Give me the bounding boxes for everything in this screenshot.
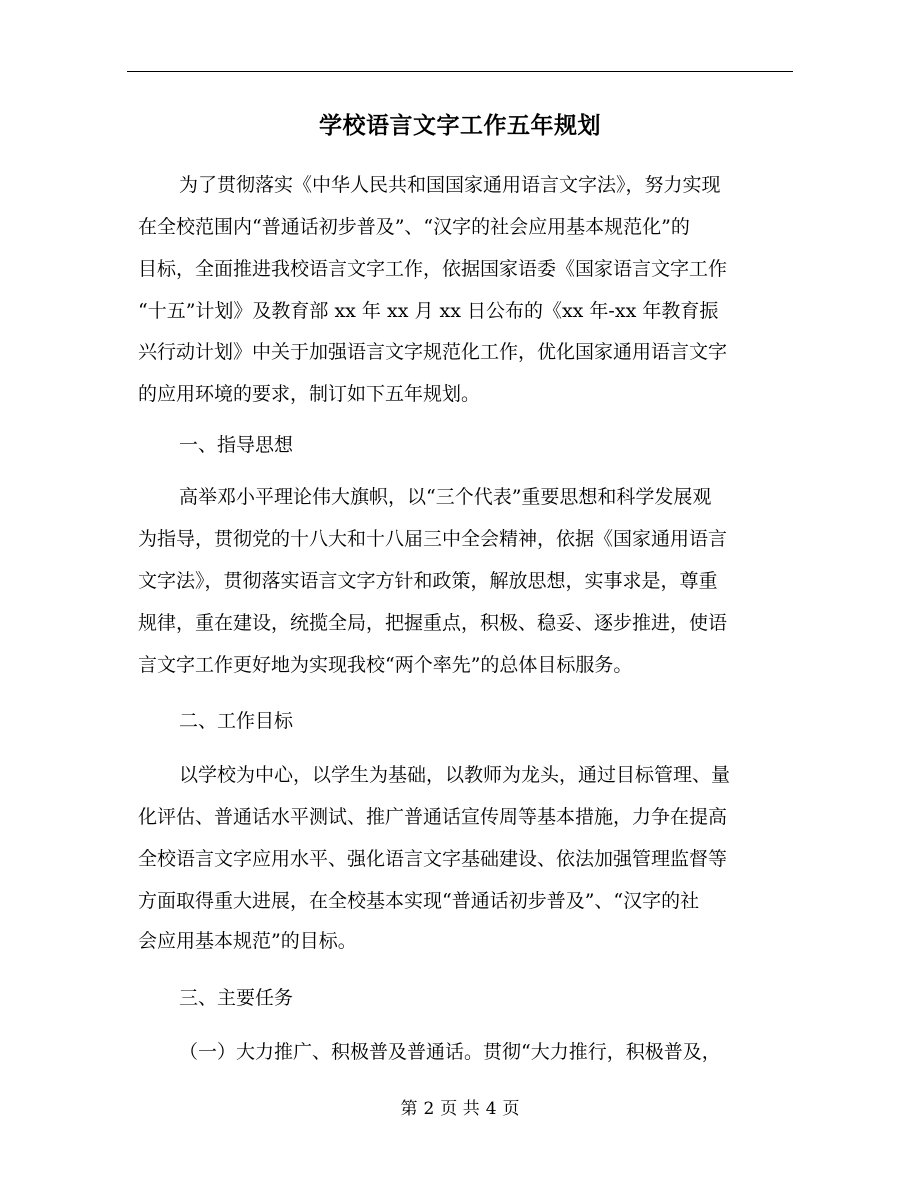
- current-page-number: 2: [423, 1099, 435, 1119]
- total-pages-number: 4: [485, 1099, 497, 1119]
- section1-line: 文字法》，贯彻落实语言文字方针和政策，解放思想，实事求是，尊重: [138, 570, 718, 592]
- intro-line: 目标，全面推进我校语言文字工作，依据国家语委《国家语言文字工作: [138, 258, 728, 280]
- page-counter-suffix: 页: [502, 1099, 520, 1119]
- intro-line: “十五”计划》及教育部 xx 年 xx 月 xx 日公布的《xx 年-xx 年教育振: [138, 300, 719, 322]
- section2-line: 全校语言文字应用水平、强化语言文字基础建设、依法加强管理监督等: [138, 848, 728, 870]
- section-heading-work-goals: 二、工作目标: [179, 710, 294, 732]
- intro-line: 为了贯彻落实《中华人民共和国国家通用语言文字法》，努力实现: [179, 174, 721, 196]
- section2-line: 方面取得重大进展，在全校基本实现“普通话初步普及”、“汉字的社: [138, 890, 700, 912]
- section1-line: 规律，重在建设，统揽全局，把握重点，积极、稳妥、逐步推进，使语: [138, 612, 728, 634]
- intro-line: 的应用环境的要求，制订如下五年规划。: [138, 383, 481, 405]
- page-counter: [0, 1095, 920, 1123]
- section1-line: 为指导，贯彻党的十八大和十八届三中全会精神，依据《国家通用语言: [138, 528, 728, 550]
- page-counter-prefix: 第: [400, 1099, 418, 1119]
- section1-line: 高举邓小平理论伟大旗帜，以“三个代表”重要思想和科学发展观: [179, 486, 712, 508]
- section3-line: （一）大力推广、积极普及普通话。贯彻“大力推行，积极普及，: [179, 1041, 721, 1063]
- section-heading-guiding-thought: 一、指导思想: [179, 434, 294, 456]
- header-rule: [127, 71, 793, 72]
- section2-line: 化评估、普通话水平测试、推广普通话宣传周等基本措施，力争在提高: [138, 806, 728, 828]
- intro-line: 兴行动计划》中关于加强语言文字规范化工作，优化国家通用语言文字: [138, 341, 728, 363]
- section1-line: 言文字工作更好地为实现我校“两个率先”的总体目标服务。: [138, 654, 633, 676]
- document-title: 学校语言文字工作五年规划: [319, 112, 601, 139]
- section2-line: 会应用基本规范”的目标。: [138, 930, 357, 952]
- page-counter-middle: 页 共: [440, 1099, 480, 1119]
- intro-line: 在全校范围内“普通话初步普及”、“汉字的社会应用基本规范化”的: [138, 216, 690, 238]
- section2-line: 以学校为中心，以学生为基础，以教师为龙头，通过目标管理、量: [179, 764, 731, 786]
- section-heading-main-tasks: 三、主要任务: [179, 987, 294, 1009]
